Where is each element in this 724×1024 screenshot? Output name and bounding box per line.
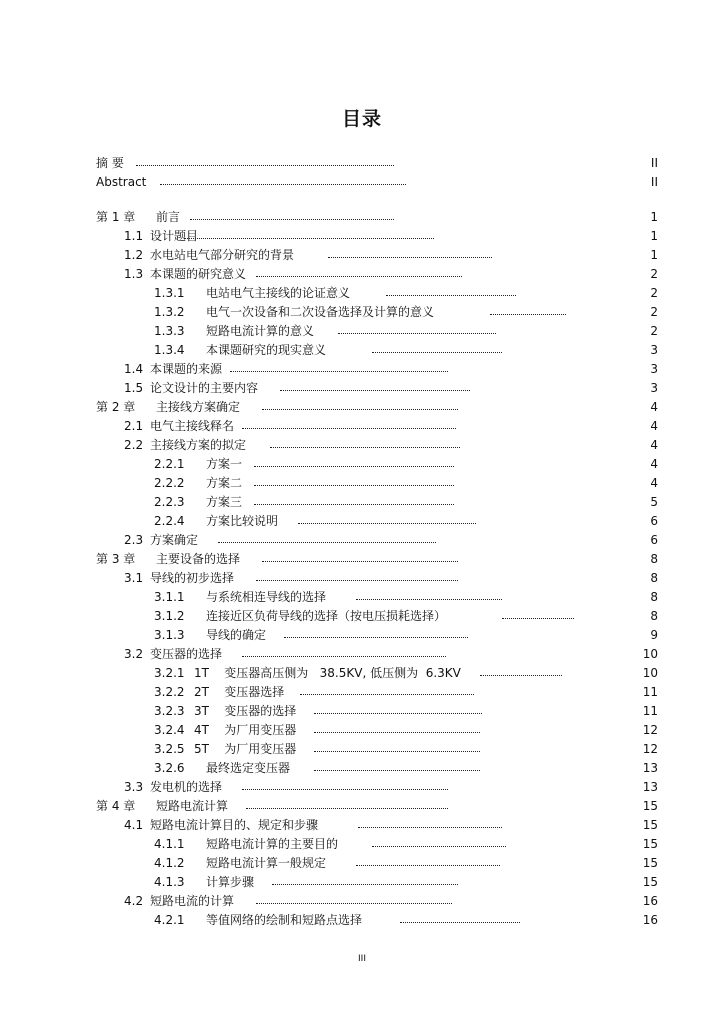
toc-entry-text: 主接线方案确定 — [156, 400, 241, 414]
toc-entry-text: 方案比较说明 — [206, 514, 279, 528]
toc-page-number: 1 — [650, 248, 658, 262]
toc-entry-text: 发电机的选择 — [150, 780, 223, 794]
toc-page-number: 3 — [650, 362, 658, 376]
toc-entry-number: 第 3 章 — [96, 552, 136, 566]
toc-entry-number: 摘 要 — [96, 156, 124, 170]
toc-entry-number: 第 2 章 — [96, 400, 136, 414]
toc-entry-number: 1.3.2 — [154, 305, 185, 319]
toc-page-number: II — [650, 175, 658, 189]
toc-dot-leader — [270, 447, 460, 448]
toc-entry-number: 2.3 — [124, 533, 144, 547]
toc-dot-leader — [314, 770, 480, 771]
toc-entry-label — [154, 626, 266, 645]
toc-entry-label — [96, 797, 228, 816]
toc-entry-label — [154, 740, 296, 759]
toc-dot-leader — [284, 637, 468, 638]
toc-entry-chapter-1[interactable] — [96, 208, 658, 227]
toc-dot-leader — [502, 618, 574, 619]
toc-entry-label — [124, 417, 234, 436]
toc-entry-label — [124, 892, 234, 911]
toc-entry-text: 最终选定变压器 — [206, 761, 291, 775]
toc-entry-2-2-2[interactable] — [96, 474, 658, 493]
toc-entry-label — [124, 227, 198, 246]
toc-entry-text: 导线的初步选择 — [150, 571, 235, 585]
toc-entry-3-2[interactable] — [96, 645, 658, 664]
toc-page-number: 2 — [650, 286, 658, 300]
toc-entry-text: 本课题的来源 — [150, 362, 223, 376]
toc-dot-leader — [256, 903, 452, 904]
toc-dot-leader — [160, 184, 406, 185]
toc-entry-abstract-cn[interactable] — [96, 154, 658, 173]
toc-entry-number: 1.3 — [124, 267, 144, 281]
toc-dot-leader — [254, 485, 454, 486]
toc-entry-label — [154, 683, 284, 702]
toc-dot-leader — [262, 409, 458, 410]
toc-entry-text: 与系统相连导线的选择 — [206, 590, 327, 604]
toc-entry-text: 4T 为厂用变压器 — [194, 723, 297, 737]
toc-entry-text: 短路电流的计算 — [150, 894, 235, 908]
toc-entry-3-1-3[interactable] — [96, 626, 658, 645]
toc-page-number: 6 — [650, 514, 658, 528]
toc-entry-1-3-2[interactable] — [96, 303, 658, 322]
toc-dot-leader — [190, 219, 394, 220]
toc-dot-leader — [184, 238, 434, 239]
toc-dot-leader — [386, 295, 516, 296]
toc-entry-label — [124, 816, 318, 835]
toc-entry-3-2-4[interactable] — [96, 721, 658, 740]
toc-entry-3-2-2[interactable] — [96, 683, 658, 702]
toc-entry-text: 计算步骤 — [206, 875, 255, 889]
toc-dot-leader — [262, 561, 458, 562]
toc-page-number: 8 — [650, 590, 658, 604]
toc-page-number: 5 — [650, 495, 658, 509]
toc-entry-text: 方案一 — [206, 457, 243, 471]
toc-dot-leader — [254, 466, 454, 467]
toc-entry-number: 1.2 — [124, 248, 144, 262]
toc-entry-text: 设计题目 — [150, 229, 199, 243]
toc-entry-text: 5T 为厂用变压器 — [194, 742, 297, 756]
toc-entry-1-3-1[interactable] — [96, 284, 658, 303]
toc-entry-2-1[interactable] — [96, 417, 658, 436]
toc-dot-leader — [356, 599, 502, 600]
toc-page-number: 4 — [650, 400, 658, 414]
toc-dot-leader — [280, 390, 470, 391]
toc-entry-number: 3.2.2 — [154, 685, 185, 699]
toc-page-number: 8 — [650, 552, 658, 566]
toc-dot-leader — [356, 865, 500, 866]
toc-entry-label — [124, 265, 246, 284]
toc-entry-2-2-1[interactable] — [96, 455, 658, 474]
toc-entry-abstract-en[interactable] — [96, 173, 658, 192]
toc-entry-text: 水电站电气部分研究的背景 — [150, 248, 295, 262]
toc-entry-number: 1.3.1 — [154, 286, 185, 300]
toc-entry-label — [154, 854, 326, 873]
toc-entry-label — [154, 341, 326, 360]
toc-entry-number: 1.3.3 — [154, 324, 185, 338]
toc-page-number: 11 — [642, 685, 658, 699]
toc-entry-number: 2.2.1 — [154, 457, 185, 471]
toc-dot-leader — [218, 542, 436, 543]
toc-entry-label — [154, 493, 242, 512]
toc-entry-text: 方案三 — [206, 495, 243, 509]
toc-entry-4-1-2[interactable] — [96, 854, 658, 873]
toc-entry-text: 连接近区负荷导线的选择（按电压损耗选择） — [206, 609, 447, 623]
toc-page-number: 15 — [642, 837, 658, 851]
toc-entry-chapter-2[interactable] — [96, 398, 658, 417]
toc-entry-1-2[interactable] — [96, 246, 658, 265]
toc-page-number: 12 — [642, 723, 658, 737]
toc-entry-3-2-1[interactable] — [96, 664, 658, 683]
toc-page-number: 1 — [650, 210, 658, 224]
toc-entry-number: 2.2.2 — [154, 476, 185, 490]
toc-entry-text: 本课题的研究意义 — [150, 267, 247, 281]
toc-entry-3-1-2[interactable] — [96, 607, 658, 626]
toc-entry-label — [154, 911, 362, 930]
toc-entry-number: 1.4 — [124, 362, 144, 376]
toc-entry-label — [124, 645, 222, 664]
toc-dot-leader — [300, 694, 474, 695]
toc-entry-text: 短路电流计算的意义 — [206, 324, 315, 338]
toc-page-number: 11 — [642, 704, 658, 718]
toc-page-number: 15 — [642, 856, 658, 870]
toc-dot-leader — [358, 827, 502, 828]
toc-dot-leader — [256, 580, 458, 581]
toc-entry-label — [124, 436, 246, 455]
toc-entry-text: 电气一次设备和二次设备选择及计算的意义 — [206, 305, 435, 319]
toc-page-number: 1 — [650, 229, 658, 243]
toc-entry-number: 第 1 章 — [96, 210, 136, 224]
toc-page-number: 8 — [650, 609, 658, 623]
toc-entry-label — [154, 721, 296, 740]
toc-entry-number: Abstract — [96, 175, 147, 189]
toc-entry-4-1[interactable] — [96, 816, 658, 835]
toc-page-number: 4 — [650, 419, 658, 433]
toc-page-number: 4 — [650, 438, 658, 452]
toc-entry-number: 3.3 — [124, 780, 144, 794]
toc-page-number: 16 — [642, 913, 658, 927]
toc-entry-1-3-3[interactable] — [96, 322, 658, 341]
toc-entry-label — [154, 455, 242, 474]
toc-entry-text: 前言 — [156, 210, 181, 224]
toc-entry-1-1[interactable] — [96, 227, 658, 246]
toc-entry-3-2-6[interactable] — [96, 759, 658, 778]
toc-entry-3-1-1[interactable] — [96, 588, 658, 607]
toc-entry-2-2-4[interactable] — [96, 512, 658, 531]
toc-entry-3-2-3[interactable] — [96, 702, 658, 721]
toc-entry-text: 短路电流计算一般规定 — [206, 856, 327, 870]
toc-page-number: 10 — [642, 647, 658, 661]
toc-entry-label — [124, 531, 198, 550]
toc-page-number: 8 — [650, 571, 658, 585]
toc-entry-text: 论文设计的主要内容 — [150, 381, 259, 395]
toc-entry-number: 3.2.6 — [154, 761, 185, 775]
toc-entry-number: 2.1 — [124, 419, 144, 433]
toc-entry-number: 3.2.3 — [154, 704, 185, 718]
toc-entry-number: 1.3.4 — [154, 343, 185, 357]
toc-entry-label — [154, 303, 434, 322]
footer-page-number: III — [358, 954, 366, 964]
toc-entry-number: 1.1 — [124, 229, 144, 243]
toc-dot-leader — [372, 352, 502, 353]
toc-page-number: 2 — [650, 267, 658, 281]
toc-entry-text: 变压器的选择 — [150, 647, 223, 661]
toc-entry-text: 2T 变压器选择 — [194, 685, 285, 699]
toc-entry-label — [154, 474, 242, 493]
toc-entry-text: 电站电气主接线的论证意义 — [206, 286, 351, 300]
toc-entry-number: 第 4 章 — [96, 799, 136, 813]
toc-page-number: 15 — [642, 799, 658, 813]
toc-page-number: II — [650, 156, 658, 170]
toc-entry-label — [124, 379, 258, 398]
toc-dot-leader — [254, 504, 454, 505]
toc-entry-3-2-5[interactable] — [96, 740, 658, 759]
toc-entry-text: 导线的确定 — [206, 628, 267, 642]
toc-page-number: 4 — [650, 457, 658, 471]
toc-entry-number: 4.1.2 — [154, 856, 185, 870]
toc-dot-leader — [272, 884, 458, 885]
toc-page-number: 12 — [642, 742, 658, 756]
toc-entry-label — [154, 322, 314, 341]
toc-entry-text: 主接线方案的拟定 — [150, 438, 247, 452]
toc-entry-number: 4.1.1 — [154, 837, 185, 851]
toc-dot-leader — [242, 428, 456, 429]
toc-entry-text: 短路电流计算 — [156, 799, 229, 813]
toc-dot-leader — [338, 333, 496, 334]
toc-entry-label — [154, 588, 326, 607]
toc-entry-chapter-3[interactable] — [96, 550, 658, 569]
toc-entry-text: 本课题研究的现实意义 — [206, 343, 327, 357]
toc-dot-leader — [242, 656, 446, 657]
toc-entry-label — [154, 759, 290, 778]
toc-dot-leader — [230, 371, 448, 372]
toc-entry-number: 2.2 — [124, 438, 144, 452]
toc-entry-text: 短路电流计算的主要目的 — [206, 837, 339, 851]
toc-entry-label — [154, 873, 254, 892]
toc-dot-leader — [314, 751, 480, 752]
toc-entry-4-1-1[interactable] — [96, 835, 658, 854]
toc-dot-leader — [314, 713, 482, 714]
toc-page-number: 13 — [642, 761, 658, 775]
toc-entry-number: 2.2.3 — [154, 495, 185, 509]
toc-entry-1-4[interactable] — [96, 360, 658, 379]
toc-entry-chapter-4[interactable] — [96, 797, 658, 816]
toc-entry-number: 3.2.1 — [154, 666, 185, 680]
toc-page-number: 4 — [650, 476, 658, 490]
toc-entry-text: 短路电流计算目的、规定和步骤 — [150, 818, 319, 832]
toc-page-number: 9 — [650, 628, 658, 642]
toc-entry-number: 3.1.1 — [154, 590, 185, 604]
toc-entry-label — [96, 173, 146, 192]
toc-entry-label — [154, 664, 461, 683]
toc-dot-leader — [242, 789, 448, 790]
toc-entry-number: 3.1.2 — [154, 609, 185, 623]
toc-dot-leader — [490, 314, 566, 315]
toc-entry-text: 主要设备的选择 — [156, 552, 241, 566]
toc-page-number: 16 — [642, 894, 658, 908]
toc-entry-label — [96, 154, 124, 173]
toc-entry-label — [124, 778, 222, 797]
toc-page-number: 13 — [642, 780, 658, 794]
toc-entry-1-3[interactable] — [96, 265, 658, 284]
toc-dot-leader — [400, 922, 520, 923]
toc-entry-text: 等值网络的绘制和短路点选择 — [206, 913, 363, 927]
toc-entry-label — [124, 360, 222, 379]
toc-entry-label — [154, 835, 338, 854]
toc-entry-number: 3.1 — [124, 571, 144, 585]
toc-entry-text: 1T 变压器高压侧为 38.5KV, 低压侧为 6.3KV — [194, 666, 461, 680]
page-title: 目录 — [341, 108, 382, 130]
toc-entry-label — [96, 208, 180, 227]
toc-entry-1-3-4[interactable] — [96, 341, 658, 360]
toc-entry-number: 4.2.1 — [154, 913, 185, 927]
toc-entry-number: 4.2 — [124, 894, 144, 908]
toc-entry-text: 方案确定 — [150, 533, 199, 547]
toc-entry-4-1-3[interactable] — [96, 873, 658, 892]
toc-entry-2-2-3[interactable] — [96, 493, 658, 512]
toc-entry-number: 3.2 — [124, 647, 144, 661]
toc-page-number: 3 — [650, 343, 658, 357]
toc-dot-leader — [246, 808, 448, 809]
toc-entry-number: 4.1 — [124, 818, 144, 832]
toc-entry-number: 1.5 — [124, 381, 144, 395]
toc-entry-label — [124, 569, 234, 588]
toc-entry-1-5[interactable] — [96, 379, 658, 398]
toc-entry-label — [124, 246, 294, 265]
toc-page-number: 2 — [650, 305, 658, 319]
toc-dot-leader — [136, 165, 394, 166]
toc-page-number: 15 — [642, 875, 658, 889]
toc-entry-label — [154, 702, 296, 721]
toc-entry-number: 2.2.4 — [154, 514, 185, 528]
toc-entry-label — [154, 607, 446, 626]
toc-entry-label — [154, 284, 350, 303]
toc-dot-leader — [328, 257, 492, 258]
toc-dot-leader — [256, 276, 462, 277]
table-of-contents — [96, 154, 658, 930]
toc-dot-leader — [480, 675, 562, 676]
toc-entry-4-2[interactable] — [96, 892, 658, 911]
toc-entry-label — [154, 512, 278, 531]
toc-page-number: 6 — [650, 533, 658, 547]
toc-entry-number: 4.1.3 — [154, 875, 185, 889]
toc-page-number: 10 — [642, 666, 658, 680]
toc-entry-3-1[interactable] — [96, 569, 658, 588]
toc-entry-2-2[interactable] — [96, 436, 658, 455]
toc-dot-leader — [298, 523, 476, 524]
toc-entry-number: 3.1.3 — [154, 628, 185, 642]
toc-entry-label — [96, 398, 240, 417]
toc-entry-text: 方案二 — [206, 476, 243, 490]
toc-page-number: 2 — [650, 324, 658, 338]
toc-entry-number: 3.2.4 — [154, 723, 185, 737]
toc-entry-label — [96, 550, 240, 569]
toc-entry-4-2-1[interactable] — [96, 911, 658, 930]
toc-dot-leader — [372, 846, 506, 847]
toc-entry-text: 3T 变压器的选择 — [194, 704, 297, 718]
toc-entry-3-3[interactable] — [96, 778, 658, 797]
toc-entry-number: 3.2.5 — [154, 742, 185, 756]
toc-entry-2-3[interactable] — [96, 531, 658, 550]
toc-dot-leader — [314, 732, 480, 733]
toc-entry-text: 电气主接线释名 — [150, 419, 235, 433]
toc-page-number: 15 — [642, 818, 658, 832]
toc-page-number: 3 — [650, 381, 658, 395]
